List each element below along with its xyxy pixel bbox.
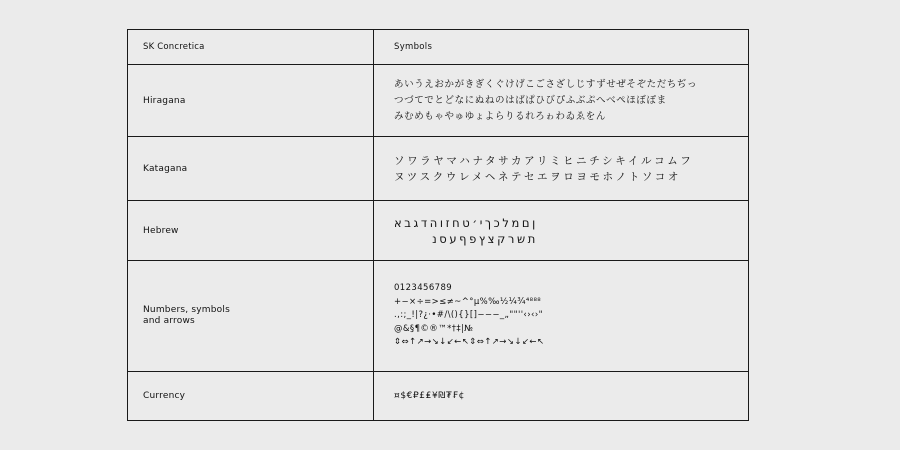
glyph-line: ソワラヤマハナタサカアリミヒニチシキイルコムフ [394, 154, 694, 167]
row-label-numbers [128, 261, 374, 372]
row-glyphs-currency [374, 372, 748, 420]
glyph-line: ⇕⇔↑↗→↘↓↙←↖⇕⇔↑↗→↘↓↙←↖ [394, 337, 545, 348]
row-glyphs-hiragana [374, 65, 748, 137]
header-font-name: SK Concretica [128, 30, 374, 65]
row-glyphs-hebrew [374, 201, 748, 261]
row-label-hiragana: Hiragana [128, 65, 374, 137]
row-label-katagana: Katagana [128, 137, 374, 201]
glyph-line: ןםמלכךי׳טחזוהדגבא [394, 215, 538, 230]
glyph-line: つづてでとどなにぬねのはばぱひびぴふぶぷへべぺほぼぽま [394, 94, 667, 106]
row-label-hebrew: Hebrew [128, 201, 374, 261]
row-glyphs-numbers [374, 261, 748, 372]
glyph-line: +−×÷=>≤≠~^°µ%‰½¼¾⁴⁸⁸⁸ [394, 296, 542, 307]
glyph-line: @&§¶©®™*†‡|№ [394, 323, 474, 334]
glyph-line: ¤$€₽£₤¥₪₮₣¢ [394, 390, 465, 401]
header-symbols: Symbols [374, 30, 748, 65]
row-label-numbers-line1: Numbers, symbols [143, 305, 230, 315]
glyph-line: תשרקצץפףעסנ [432, 231, 538, 246]
glyph-line: 0123456789 [394, 283, 453, 294]
glyph-line: あいうえおかがきぎくぐけげこごさざしじすずせぜそぞただちぢっ [394, 78, 698, 90]
glyph-table [127, 29, 749, 421]
row-label-currency: Currency [128, 372, 374, 420]
glyph-line: みむめもゃやゅゆょよらりるれろゎわゐゑをん [394, 110, 607, 122]
row-glyphs-katagana [374, 137, 748, 201]
glyph-line: .,:;_!|?¿·•#/\(){}[]−−−_„""''‹›‹›" [394, 310, 543, 321]
row-label-numbers-line2: and arrows [143, 316, 195, 326]
glyph-line: ヌツスクウレメヘネテセエヲロヨモホノトソコオ [394, 170, 681, 183]
